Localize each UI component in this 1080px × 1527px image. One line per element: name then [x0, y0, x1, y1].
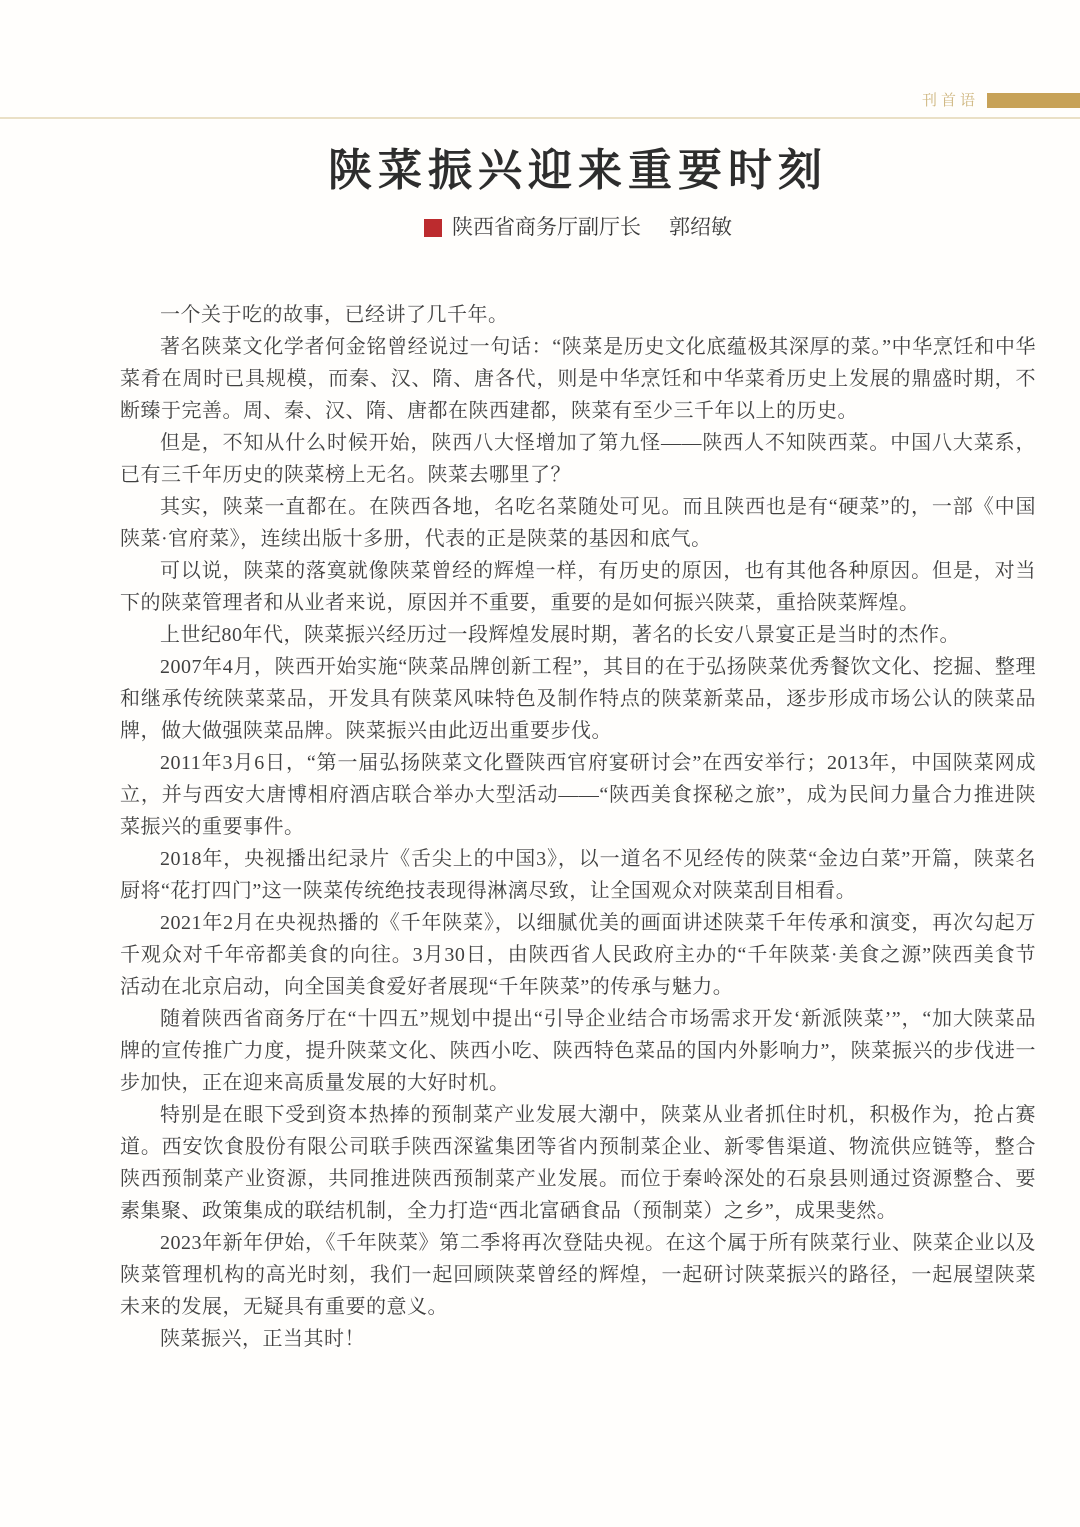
section-label: 刊首语 — [921, 92, 979, 109]
header-rule-line — [0, 117, 1080, 119]
body-paragraph: 2007年4月，陕西开始实施“陕菜品牌创新工程”，其目的在于弘扬陕菜优秀餐饮文化、挖掘、整理和继承传统陕菜菜品，开发具有陕菜风味特色及制作特点的陕菜新菜品，逐步形成市场公认的陕菜品牌，做大做强陕菜品牌。陕菜振兴由此迈出重要步伐。 — [120, 656, 1036, 742]
body-paragraph: 其实，陕菜一直都在。在陕西各地，名吃名菜随处可见。而且陕西也是有“硬菜”的，一部《中国陕菜·官府菜》，连续出版十多册，代表的正是陕菜的基因和底气。 — [120, 496, 1036, 550]
body-paragraph: 可以说，陕菜的落寞就像陕菜曾经的辉煌一样，有历史的原因，也有其他各种原因。但是，对当下的陕菜管理者和从业者来说，原因并不重要，重要的是如何振兴陕菜，重拾陕菜辉煌。 — [120, 560, 1036, 614]
body-paragraph: 2011年3月6日，“第一届弘扬陕菜文化暨陕西官府宴研讨会”在西安举行；2013年，中国陕菜网成立，并与西安大唐博相府酒店联合举办大型活动——“陕西美食探秘之旅”，成为民间力量合力推进陕菜振兴的重要事件。 — [120, 752, 1036, 838]
body-paragraph: 上世纪80年代，陕菜振兴经历过一段辉煌发展时期，著名的长安八景宴正是当时的杰作。 — [160, 624, 960, 646]
section-masthead — [0, 93, 1080, 108]
body-paragraph: 2018年，央视播出纪录片《舌尖上的中国3》，以一道名不见经传的陕菜“金边白菜”开篇，陕菜名厨将“花打四门”这一陕菜传统绝技表现得淋漓尽致，让全国观众对陕菜刮目相看。 — [120, 848, 1036, 902]
page-title: 陕菜振兴迎来重要时刻 — [328, 146, 828, 195]
body-paragraph: 著名陕菜文化学者何金铭曾经说过一句话：“陕菜是历史文化底蕴极其深厚的菜。”中华烹饪和中华菜肴在周时已具规模，而秦、汉、隋、唐各代，则是中华烹饪和中华菜肴历史上发展的鼎盛时期，不断臻于完善。周、秦、汉、隋、唐都在陕西建都，陕菜有至少三千年以上的历史。 — [120, 336, 1036, 422]
byline-author: 郭绍敏 — [669, 216, 732, 239]
body-paragraph: 但是，不知从什么时候开始，陕西八大怪增加了第九怪——陕西人不知陕西菜。中国八大菜系，已有三千年历史的陕菜榜上无名。陕菜去哪里了？ — [120, 432, 1036, 486]
body-paragraph: 陕菜振兴，正当其时！ — [160, 1328, 365, 1350]
byline-role: 陕西省商务厅副厅长 — [452, 216, 641, 239]
body-paragraph: 特别是在眼下受到资本热捧的预制菜产业发展大潮中，陕菜从业者抓住时机，积极作为，抢占赛道。西安饮食股份有限公司联手陕西深鲨集团等省内预制菜企业、新零售渠道、物流供应链等，整合陕西预制菜产业资源，共同推进陕西预制菜产业发展。而位于秦岭深处的石泉县则通过资源整合、要素集聚、政策集成的联结机制，全力打造“西北富硒食品（预制菜）之乡”，成果斐然。 — [120, 1104, 1036, 1222]
gold-accent-bar — [987, 93, 1080, 108]
body-paragraph: 2021年2月在央视热播的《千年陕菜》，以细腻优美的画面讲述陕菜千年传承和演变，再次勾起万千观众对千年帝都美食的向往。3月30日，由陕西省人民政府主办的“千年陕菜·美食之源”陕西美食节活动在北京启动，向全国美食爱好者展现“千年陕菜”的传承与魅力。 — [120, 912, 1036, 998]
body-paragraph: 随着陕西省商务厅在“十四五”规划中提出“引导企业结合市场需求开发‘新派陕菜’”，“加大陕菜品牌的宣传推广力度，提升陕菜文化、陕西小吃、陕西特色菜品的国内外影响力”，陕菜振兴的步伐进一步加快，正在迎来高质量发展的大好时机。 — [120, 1008, 1036, 1094]
body-paragraph: 2023年新年伊始，《千年陕菜》第二季将再次登陆央视。在这个属于所有陕菜行业、陕菜企业以及陕菜管理机构的高光时刻，我们一起回顾陕菜曾经的辉煌，一起研讨陕菜振兴的路径，一起展望陕菜未来的发展，无疑具有重要的意义。 — [120, 1232, 1036, 1318]
byline — [120, 215, 1036, 241]
article — [120, 140, 1036, 1355]
article-body — [120, 299, 1036, 1355]
red-square-icon — [424, 219, 442, 237]
body-paragraph: 一个关于吃的故事，已经讲了几千年。 — [160, 304, 509, 326]
